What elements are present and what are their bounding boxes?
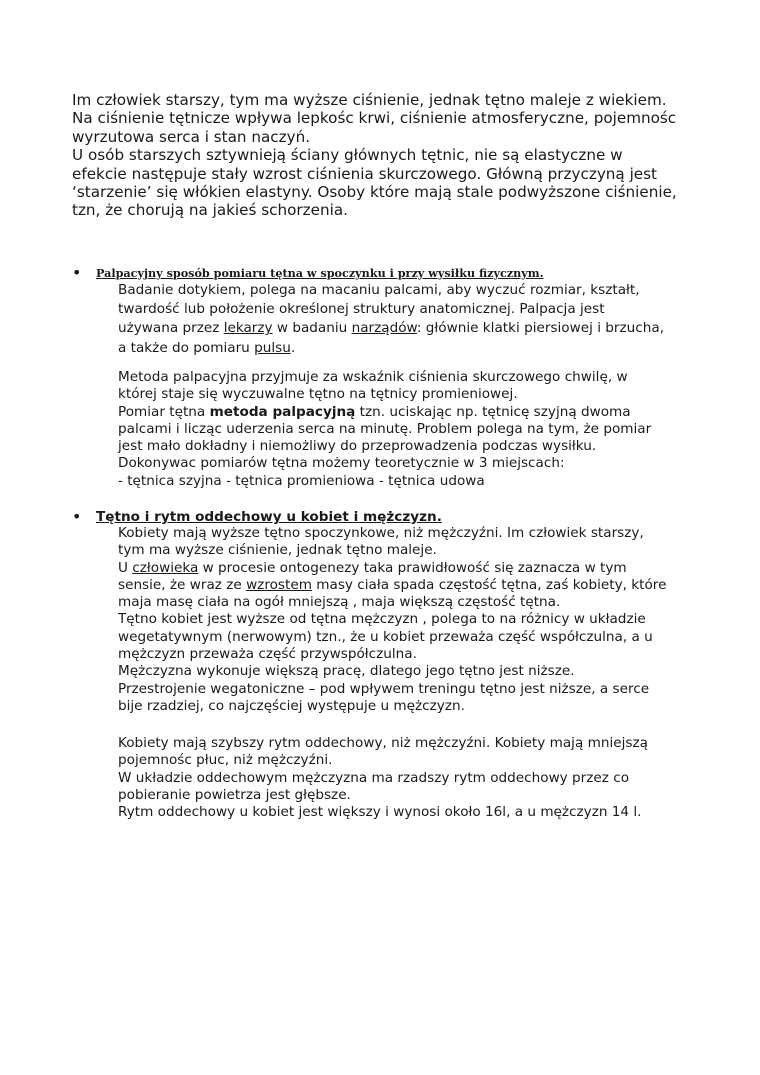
text-line: Przestrojenie wegatoniczne – pod wpływem treningu tętno jest niższe, a serce (118, 680, 650, 697)
pulse-gender-paragraph (118, 525, 708, 715)
link-lekarzy[interactable]: lekarzy (223, 320, 273, 337)
text-line: jest mało dokładny i niemożliwy do przeprowadzenia podczas wysiłku. (118, 438, 597, 455)
text-span: sensie, że wraz ze (118, 576, 247, 593)
text-span: masy ciała spada częstość tętna, zaś kobiety, które (311, 576, 667, 593)
intro-line: Na ciśnienie tętnicze wpływa lepkośc krwi, ciśnienie atmosferyczne, pojemnośc (72, 109, 677, 128)
text-line: twardość lub położenie określonej struktury anatomicznej. Palpacja jest (118, 301, 605, 318)
text-span: . (290, 339, 296, 356)
text-line: której staje się wyczuwalne tętno na tętnicy promieniowej. (118, 386, 518, 403)
text-line: palcami i licząc uderzenia serca na minutę. Problem polega na tym, że pomiar (118, 420, 652, 437)
text-span: U (118, 559, 133, 576)
link-czlowieka[interactable]: człowieka (132, 559, 199, 576)
bold-term: metoda palpacyjną (209, 403, 356, 420)
intro-paragraph (72, 91, 712, 220)
link-pulsu[interactable]: pulsu (254, 339, 291, 356)
text-line: Mężczyzna wykonuje większą pracę, dlatego jego tętno jest niższe. (118, 663, 575, 680)
text-span: Pomiar tętna (118, 403, 210, 420)
intro-line: tzn, że chorują na jakieś schorzenia. (72, 201, 348, 220)
text-span: używana przez (118, 320, 224, 337)
intro-line: wyrzutowa serca i stan naczyń. (72, 127, 311, 146)
text-span: tzn. uciskając np. tętnicę szyjną dwoma (355, 403, 631, 420)
text-span: w procesie ontogenezy taka prawidłowość się zaznacza w tym (198, 559, 627, 576)
text-line (118, 577, 708, 594)
text-line: mężczyzn przeważa część przywspółczulna. (118, 646, 417, 663)
intro-line: ‘starzenie’ się włókien elastyny. Osoby które mają stale podwyższone ciśnienie, (72, 183, 677, 202)
text-line: bije rzadziej, co najczęściej występuje u mężczyzn. (118, 697, 465, 714)
link-wzrostem[interactable]: wzrostem (246, 576, 312, 593)
text-line (118, 339, 708, 358)
breathing-paragraph (118, 735, 708, 821)
bullet-marker: • (72, 263, 82, 282)
section-heading: Tętno i rytm oddechowy u kobiet i mężczyzn. (96, 509, 442, 525)
text-line: - tętnica szyjna - tętnica promieniowa - tętnica udowa (118, 472, 485, 489)
text-line: maja masę ciała na ogół mniejszą , maja większą częstość tętna. (118, 594, 561, 611)
text-line: wegetatywnym (nerwowym) tzn., że u kobiet przeważa część współczulna, a u (118, 628, 653, 645)
text-line: Dokonywac pomiarów tętna możemy teoretycznie w 3 miejscach: (118, 455, 565, 472)
text-line (118, 404, 708, 421)
text-line: Badanie dotykiem, polega na macaniu palcami, aby wyczuć rozmiar, kształt, (118, 282, 640, 298)
text-span: : głównie klatki piersiowej i brzucha, (416, 320, 665, 337)
text-line: Kobiety mają wyższe tętno spoczynkowe, niż mężczyźni. Im człowiek starszy, (118, 525, 644, 541)
text-line: tym ma wyższe ciśnienie, jednak tętno maleje. (118, 542, 437, 559)
text-line (118, 560, 708, 577)
text-line: W układzie oddechowym mężczyzna ma rzadszy rytm oddechowy przez co (118, 769, 630, 786)
text-line: pobieranie powietrza jest głębsze. (118, 786, 351, 803)
text-span: w badaniu (272, 320, 352, 337)
palpation-method (118, 369, 708, 490)
intro-line: efekcie następuje stały wzrost ciśnienia skurczowego. Główną przyczyną jest (72, 164, 657, 183)
palpation-definition (118, 281, 708, 358)
bullet-marker: • (72, 507, 82, 526)
text-line: Rytm oddechowy u kobiet jest większy i wynosi około 16l, a u mężczyzn 14 l. (118, 804, 642, 821)
text-line (118, 319, 708, 338)
text-line: Tętno kobiet jest wyższe od tętna mężczyzn , polega to na różnicy w układzie (118, 611, 646, 628)
intro-line: U osób starszych sztywnieją ściany głównych tętnic, nie są elastyczne w (72, 146, 623, 165)
text-line: pojemnośc płuc, niż mężczyźni. (118, 752, 333, 769)
section-heading: Palpacyjny sposób pomiaru tętna w spoczynku i przy wysiłku fizycznym. (96, 266, 544, 280)
text-span: a także do pomiaru (118, 339, 255, 356)
intro-line: Im człowiek starszy, tym ma wyższe ciśnienie, jednak tętno maleje z wiekiem. (72, 91, 667, 109)
text-line: Kobiety mają szybszy rytm oddechowy, niż mężczyźni. Kobiety mają mniejszą (118, 735, 648, 751)
text-line: Metoda palpacyjna przyjmuje za wskaźnik ciśnienia skurczowego chwilę, w (118, 369, 628, 385)
link-narzadow[interactable]: narządów (351, 320, 417, 337)
